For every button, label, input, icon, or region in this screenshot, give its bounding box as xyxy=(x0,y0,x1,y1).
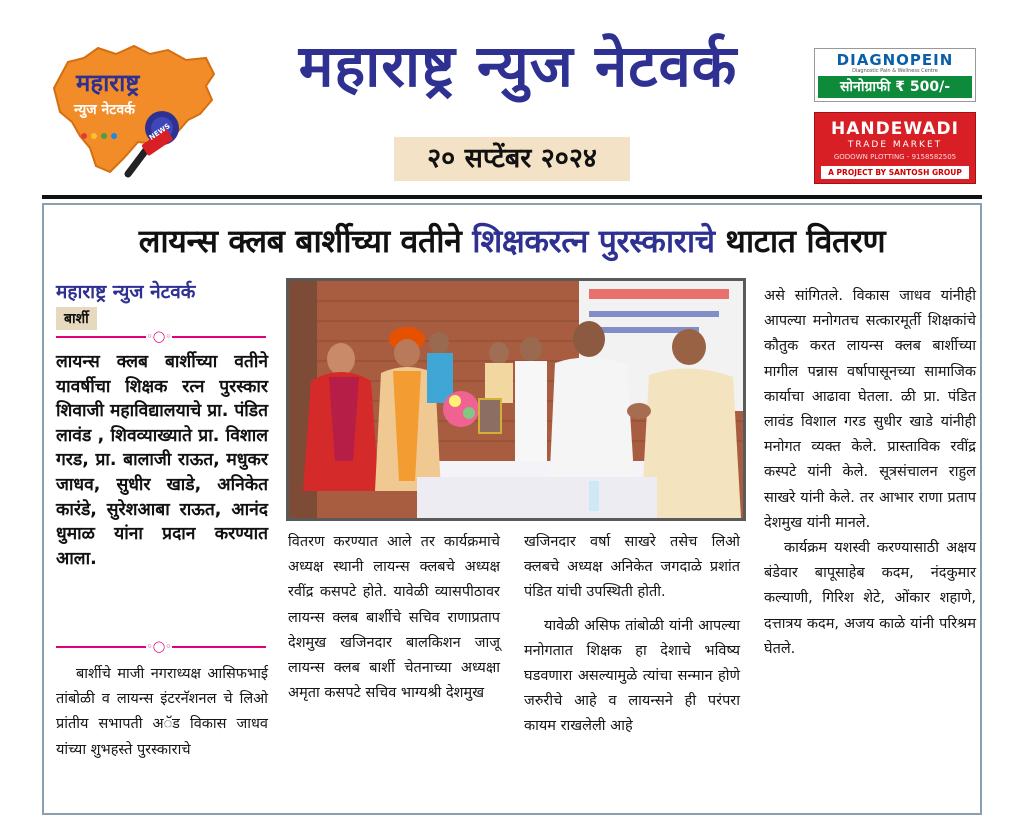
ad1-offer: सोनोग्राफी ₹ 500/- xyxy=(818,76,972,98)
ornamental-divider xyxy=(56,330,266,344)
logo-subtitle: न्युज नेटवर्क xyxy=(74,102,135,118)
handewadi-advertisement[interactable] xyxy=(814,112,976,184)
ad2-details: GODOWN PLOTTING - 9158582505 xyxy=(833,153,957,161)
diagnopein-advertisement[interactable] xyxy=(814,48,976,102)
divider-ornament-icon: ◦◯◦ xyxy=(146,330,172,343)
headline-part3: थाटात वितरण xyxy=(714,222,886,260)
column-4 xyxy=(764,284,976,662)
issue-date: २० सप्टेंबर २०२४ xyxy=(394,137,630,181)
column-3 xyxy=(524,530,740,740)
masthead-divider xyxy=(42,195,982,199)
divider-ornament-icon: ◦◯◦ xyxy=(146,640,172,653)
dateline-place: बार्शी xyxy=(56,307,97,330)
headline-part2: शिक्षकरत्न पुरस्काराचे xyxy=(472,222,715,260)
ad1-tagline: Diagnostic Pain & Wellness Centre xyxy=(852,68,938,74)
masthead-title: महाराष्ट्र न्युज नेटवर्क xyxy=(298,32,738,100)
lead-paragraph: लायन्स क्लब बार्शीच्या वतीने यावर्षीचा शिक्षक रत्न पुरस्कार शिवाजी महाविद्यालयाचे प्रा. पंडित लावंड , शिवव्याख्याते प्रा. विशाल गरड, प्रा. बालाजी राऊत, मधुकर जाधव, सुधीर खाडे, अनिकेत कारंडे, सुरेशआबा राऊत, आनंद धुमाळ यांना प्रदान करण्यात आला. xyxy=(56,352,268,569)
column-1 xyxy=(56,662,268,763)
ad2-name: HANDEWADI xyxy=(831,119,959,139)
logo-news-badge: NEWS xyxy=(147,122,172,142)
column-3-paragraph-2: यावेळी असिफ तांबोळी यांनी आपल्या मनोगतात शिक्षक हा देशाचे भविष्य घडवणारा असल्यामुळे त्यांचा सन्मान होणे जरुरीचे आहे व लायन्सने ही परंपरा कायम राखलेली आहे xyxy=(524,617,740,735)
article-headline xyxy=(44,212,980,270)
headline-part1: लायन्स क्लब बार्शीच्या वतीने xyxy=(138,222,473,260)
column-4-paragraph-1: असे सांगितले. विकास जाधव यांनीही आपल्या मनोगतच सत्कारमूर्ती शिक्षकांचे कौतुक करत लायन्स क्लब बार्शीच्या मागील पन्नास वर्षापासूनच्या सामाजिक कार्याचा आढावा घेतला. ळी प्रा. पंडित लावंड विशाल गरड सुधीर खाडे यांनीही मनोगत व्यक्त केले. प्रास्ताविक रवींद्र कस्पटे यांनी केले. सूत्रसंचालन राहुल साखरे यांनी केले. तर आभार राणा प्रताप देशमुख यांनी मानले. xyxy=(764,288,976,531)
logo-title: महाराष्ट्र xyxy=(76,69,140,97)
column-1-paragraph: बार्शीचे माजी नगराध्यक्ष आसिफभाई तांबोळी व लायन्स इंटरनॅशनल चे लिओ प्रांतीय सभापती अॅड विकास जाधव यांच्या शुभहस्ते पुरस्काराचे xyxy=(56,666,268,758)
award-ceremony-photo xyxy=(289,281,743,518)
column-3-paragraph-1: खजिनदार वर्षा साखरे तसेच लिओ क्लबचे अध्यक्ष अनिकेत जगदाळे प्रशांत पंडित यांची उपस्थिती होती. xyxy=(524,534,740,601)
publication-logo xyxy=(46,40,221,182)
ad1-brand: DIAGNOPEIN xyxy=(836,51,954,69)
ornamental-divider xyxy=(56,640,266,654)
ad2-footer: A PROJECT BY SANTOSH GROUP xyxy=(821,166,969,179)
column-4-paragraph-2: कार्यक्रम यशस्वी करण्यासाठी अक्षय बंडेवार बापूसाहेब कदम, नंदकुमार कल्याणी, गिरिश शेटे, ओंकार शहाणे, दत्तात्रय कदम, अजय काळे यांनी परिश्रम घेतले. xyxy=(764,540,976,657)
column-2-paragraph: वितरण करण्यात आले तर कार्यक्रमाचे अध्यक्ष स्थानी लायन्स क्लबचे अध्यक्ष रवींद्र कसपटे होते. यावेळी व्यासपीठावर लायन्स क्लब बार्शीचे सचिव राणाप्रताप देशमुख खजिनदार बालकिशन जाजू लायन्स क्लब बार्शी चेतनाच्या अध्यक्षा अमृता कसपटे सचिव भाग्यश्री देशमुख xyxy=(288,534,500,702)
ad2-subtitle: TRADE MARKET xyxy=(847,140,943,150)
event-photo xyxy=(286,278,746,521)
byline: महाराष्ट्र न्युज नेटवर्क xyxy=(56,281,196,303)
column-2 xyxy=(288,530,500,706)
